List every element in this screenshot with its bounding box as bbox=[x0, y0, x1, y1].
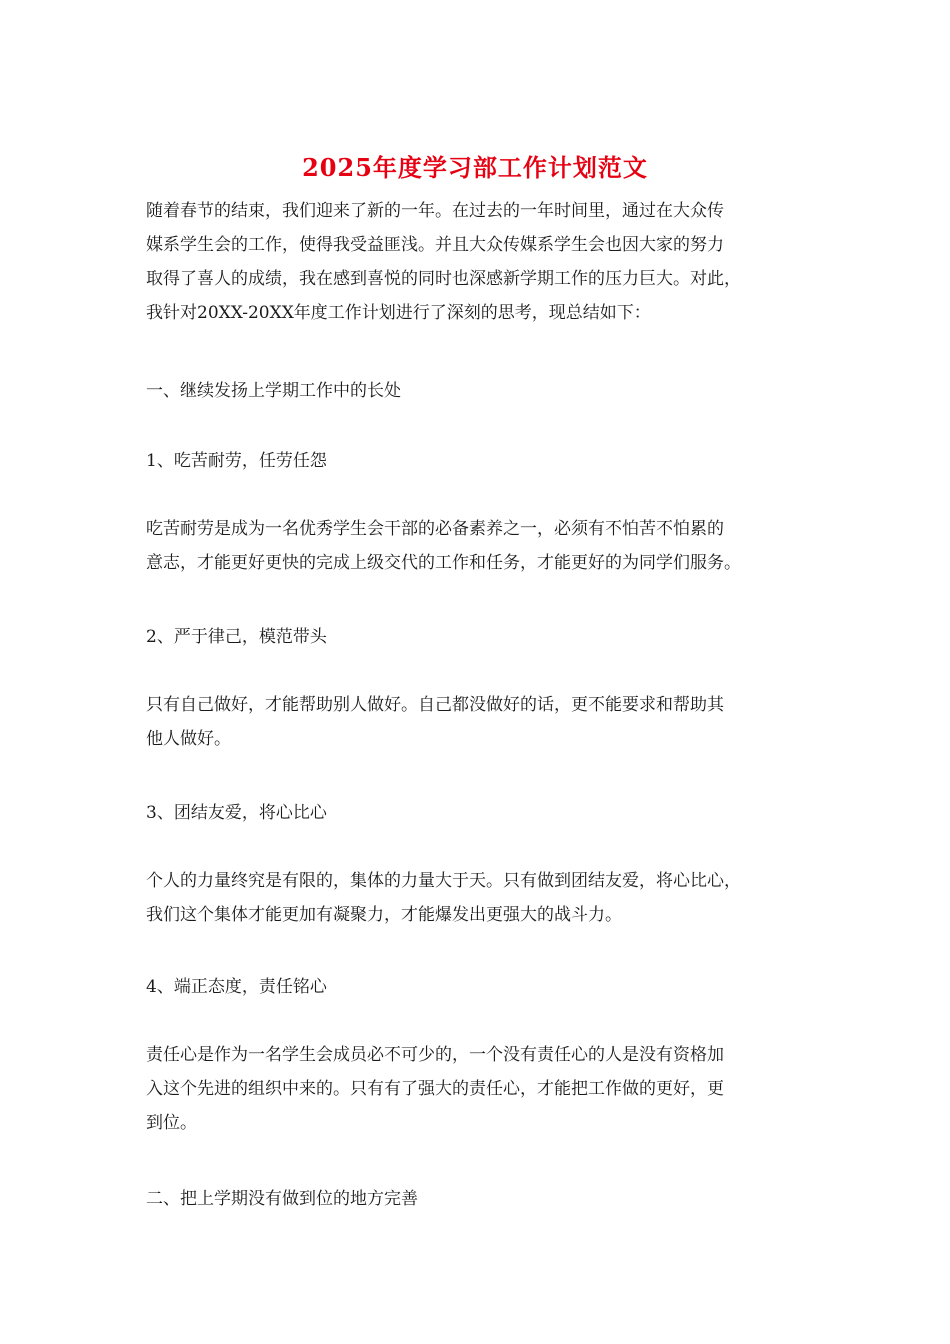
item-heading-3: 3、团结友爱，将心比心 bbox=[146, 803, 327, 823]
item-paragraph-2 bbox=[146, 688, 836, 756]
intro-line: 媒系学生会的工作，使得我受益匪浅。并且大众传媒系学生会也因大家的努力 bbox=[146, 235, 724, 255]
paragraph-line: 到位。 bbox=[146, 1113, 197, 1133]
paragraph-line: 责任心是作为一名学生会成员必不可少的，一个没有责任心的人是没有资格加 bbox=[146, 1045, 724, 1065]
paragraph-line: 他人做好。 bbox=[146, 729, 231, 749]
item-paragraph-3 bbox=[146, 864, 836, 932]
paragraph-line: 个人的力量终究是有限的，集体的力量大于天。只有做到团结友爱，将心比心， bbox=[146, 871, 741, 891]
item-paragraph-1 bbox=[146, 512, 836, 580]
paragraph-line: 意志，才能更好更快的完成上级交代的工作和任务，才能更好的为同学们服务。 bbox=[146, 553, 741, 573]
paragraph-line: 只有自己做好，才能帮助别人做好。自己都没做好的话，更不能要求和帮助其 bbox=[146, 695, 724, 715]
item-heading-1: 1、吃苦耐劳，任劳任怨 bbox=[146, 451, 327, 471]
paragraph-line: 吃苦耐劳是成为一名优秀学生会干部的必备素养之一，必须有不怕苦不怕累的 bbox=[146, 519, 724, 539]
intro-line: 随着春节的结束，我们迎来了新的一年。在过去的一年时间里，通过在大众传 bbox=[146, 201, 724, 221]
section-heading-2: 二、把上学期没有做到位的地方完善 bbox=[146, 1189, 418, 1209]
paragraph-line: 入这个先进的组织中来的。只有有了强大的责任心，才能把工作做的更好，更 bbox=[146, 1079, 724, 1099]
intro-paragraph bbox=[146, 194, 836, 330]
intro-line: 我针对20XX-20XX年度工作计划进行了深刻的思考，现总结如下： bbox=[146, 303, 651, 323]
document-title: 2025年度学习部工作计划范文 bbox=[302, 153, 648, 182]
item-heading-2: 2、严于律己，模范带头 bbox=[146, 627, 327, 647]
section-heading-1: 一、继续发扬上学期工作中的长处 bbox=[146, 381, 401, 401]
item-paragraph-4 bbox=[146, 1038, 836, 1140]
intro-line: 取得了喜人的成绩，我在感到喜悦的同时也深感新学期工作的压力巨大。对此， bbox=[146, 269, 741, 289]
item-heading-4: 4、端正态度，责任铭心 bbox=[146, 977, 327, 997]
paragraph-line: 我们这个集体才能更加有凝聚力，才能爆发出更强大的战斗力。 bbox=[146, 905, 622, 925]
